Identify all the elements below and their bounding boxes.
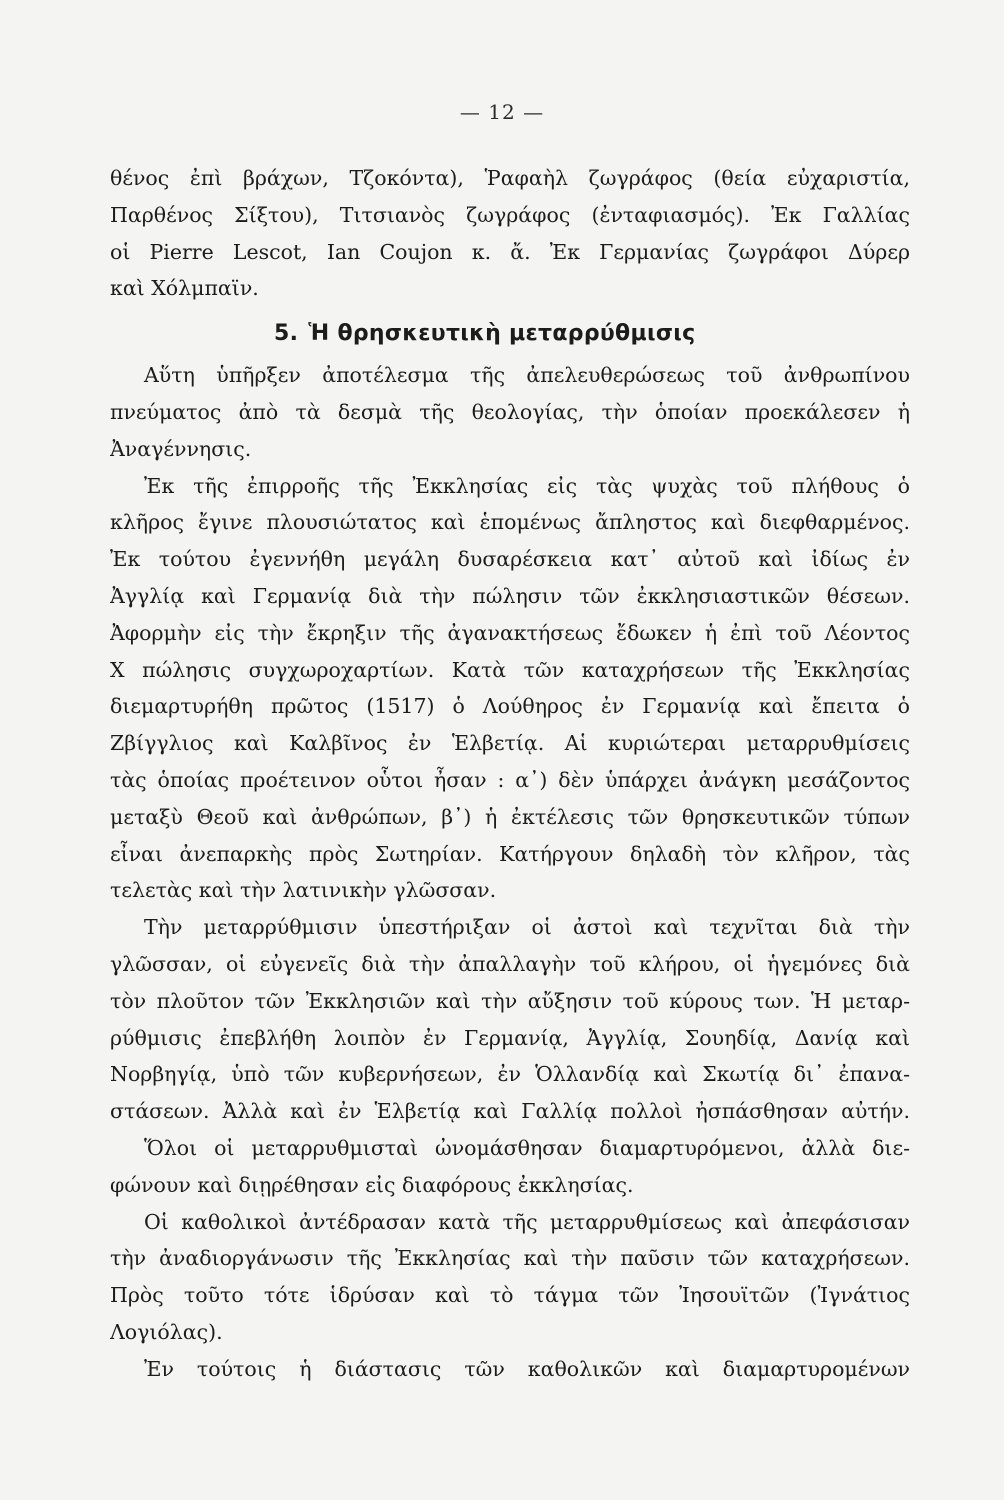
text-line: Ἀφορμὴν εἰς τὴν ἔκρηξιν τῆς ἀγανακτήσεως ἔδωκεν ἡ ἐπὶ τοῦ Λέοντος bbox=[110, 620, 910, 645]
text-line: εἶναι ἀνεπαρκὴς πρὸς Σωτηρίαν. Κατήργουν δηλαδὴ τὸν κλῆρον, τὰς bbox=[110, 841, 910, 866]
body-text bbox=[110, 160, 910, 1388]
text-line: στάσεων. Ἀλλὰ καὶ ἐν Ἑλβετίᾳ καὶ Γαλλίᾳ πολλοὶ ἠσπάσθησαν αὐτήν. bbox=[110, 1099, 910, 1124]
text-line: Ἀγγλίᾳ καὶ Γερμανίᾳ διὰ τὴν πώλησιν τῶν ἐκκλησιαστικῶν θέσεων. bbox=[110, 583, 910, 608]
text-line: τὰς ὁποίας προέτεινον οὗτοι ἦσαν : α᾿) δὲν ὑπάρχει ἀνάγκη μεσάζοντος bbox=[110, 767, 910, 792]
text-line: κλῆρος ἔγινε πλουσιώτατος καὶ ἑπομένως ἄπληστος καὶ διεφθαρμένος. bbox=[110, 510, 910, 535]
page-number: — 12 — bbox=[459, 100, 545, 124]
text-line: τὴν ἀναδιοργάνωσιν τῆς Ἐκκλησίας καὶ τὴν παῦσιν τῶν καταχρήσεων. bbox=[110, 1246, 910, 1271]
text-line: Οἱ καθολικοὶ ἀντέδρασαν κατὰ τῆς μεταρρυθμίσεως καὶ ἀπεφάσισαν bbox=[144, 1209, 910, 1234]
section-number: 5. bbox=[274, 321, 299, 347]
text-line: μεταξὺ Θεοῦ καὶ ἀνθρώπων, β᾿) ἡ ἐκτέλεσις τῶν θρησκευτικῶν τύπων bbox=[110, 804, 910, 829]
text-line: Πρὸς τοῦτο τότε ἱδρύσαν καὶ τὸ τάγμα τῶν Ἰησουϊτῶν (Ἰγνάτιος bbox=[110, 1283, 910, 1308]
text-line: Λογιόλας). bbox=[110, 1319, 223, 1344]
text-line: Ἐν τούτοις ἡ διάστασις τῶν καθολικῶν καὶ διαμαρτυρομένων bbox=[144, 1356, 910, 1381]
text-line: τὸν πλοῦτον τῶν Ἐκκλησιῶν καὶ τὴν αὔξησιν τοῦ κύρους των. Ἡ μεταρ- bbox=[110, 988, 910, 1013]
text-line: Αὕτη ὑπῆρξεν ἀποτέλεσμα τῆς ἀπελευθερώσεως τοῦ ἀνθρωπίνου bbox=[144, 363, 910, 388]
paragraph bbox=[110, 909, 910, 1203]
text-line: φώνουν καὶ διῃρέθησαν εἰς διαφόρους ἐκκλησίας. bbox=[110, 1172, 634, 1197]
paragraph bbox=[110, 1204, 910, 1351]
text-line: ρύθμισις ἐπεβλήθη λοιπὸν ἐν Γερμανίᾳ, Ἀγγλίᾳ, Σουηδίᾳ, Δανίᾳ καὶ bbox=[110, 1025, 910, 1050]
text-line: Ζβίγγλιος καὶ Καλβῖνος ἐν Ἑλβετίᾳ. Αἱ κυριώτεραι μεταρρυθμίσεις bbox=[110, 731, 910, 756]
paragraph bbox=[110, 468, 910, 910]
text-line: πνεύματος ἀπὸ τὰ δεσμὰ τῆς θεολογίας, τὴν ὁποίαν προεκάλεσεν ἡ bbox=[110, 399, 910, 424]
text-line: Ἐκ τῆς ἐπιρροῆς τῆς Ἐκκλησίας εἰς τὰς ψυχὰς τοῦ πλήθους ὁ bbox=[144, 473, 910, 498]
text-line: διεμαρτυρήθη πρῶτος (1517) ὁ Λούθηρος ἐν Γερμανίᾳ καὶ ἔπειτα ὁ bbox=[110, 694, 910, 719]
text-line: θένος ἐπὶ βράχων, Τζοκόντα), Ῥαφαὴλ ζωγράφος (θεία εὐχαριστία, bbox=[110, 166, 910, 190]
text-line: τελετὰς καὶ τὴν λατινικὴν γλῶσσαν. bbox=[110, 878, 497, 903]
text-line: οἱ Pierre Lescot, Ian Coujon κ. ἄ. Ἐκ Γερμανίας ζωγράφοι Δύρερ bbox=[110, 239, 910, 264]
text-line: Ἐκ τούτου ἐγεννήθη μεγάλη δυσαρέσκεια κατ᾿ αὐτοῦ καὶ ἰδίως ἐν bbox=[110, 547, 910, 572]
paragraph-continuation bbox=[110, 160, 910, 307]
text-line: Παρθένος Σίξτου), Τιτσιανὸς ζωγράφος (ἐνταφιασμός). Ἐκ Γαλλίας bbox=[110, 202, 910, 227]
text-line: Ἀναγέννησις. bbox=[110, 436, 252, 461]
text-line: Τὴν μεταρρύθμισιν ὑπεστήριξαν οἱ ἀστοὶ καὶ τεχνῖται διὰ τὴν bbox=[144, 915, 910, 940]
section-title: Ἡ θρησκευτικὴ μεταρρύθμισις bbox=[308, 321, 696, 347]
text-line: Χ πώλησις συγχωροχαρτίων. Κατὰ τῶν καταχρήσεων τῆς Ἐκκλησίας bbox=[110, 657, 910, 682]
section-heading bbox=[110, 317, 910, 351]
paragraph bbox=[110, 1351, 910, 1388]
text-line: Νορβηγίᾳ, ὑπὸ τῶν κυβερνήσεων, ἐν Ὁλλανδίᾳ καὶ Σκωτίᾳ δι᾿ ἐπανα- bbox=[110, 1062, 910, 1087]
text-line: καὶ Χόλμπαϊν. bbox=[110, 276, 259, 301]
text-line: γλῶσσαν, οἱ εὐγενεῖς διὰ τὴν ἀπαλλαγὴν τοῦ κλήρου, οἱ ἡγεμόνες διὰ bbox=[110, 951, 910, 976]
paragraph bbox=[110, 357, 910, 467]
text-line: Ὅλοι οἱ μεταρρυθμισταὶ ὠνομάσθησαν διαμαρτυρόμενοι, ἀλλὰ διε- bbox=[144, 1135, 910, 1160]
